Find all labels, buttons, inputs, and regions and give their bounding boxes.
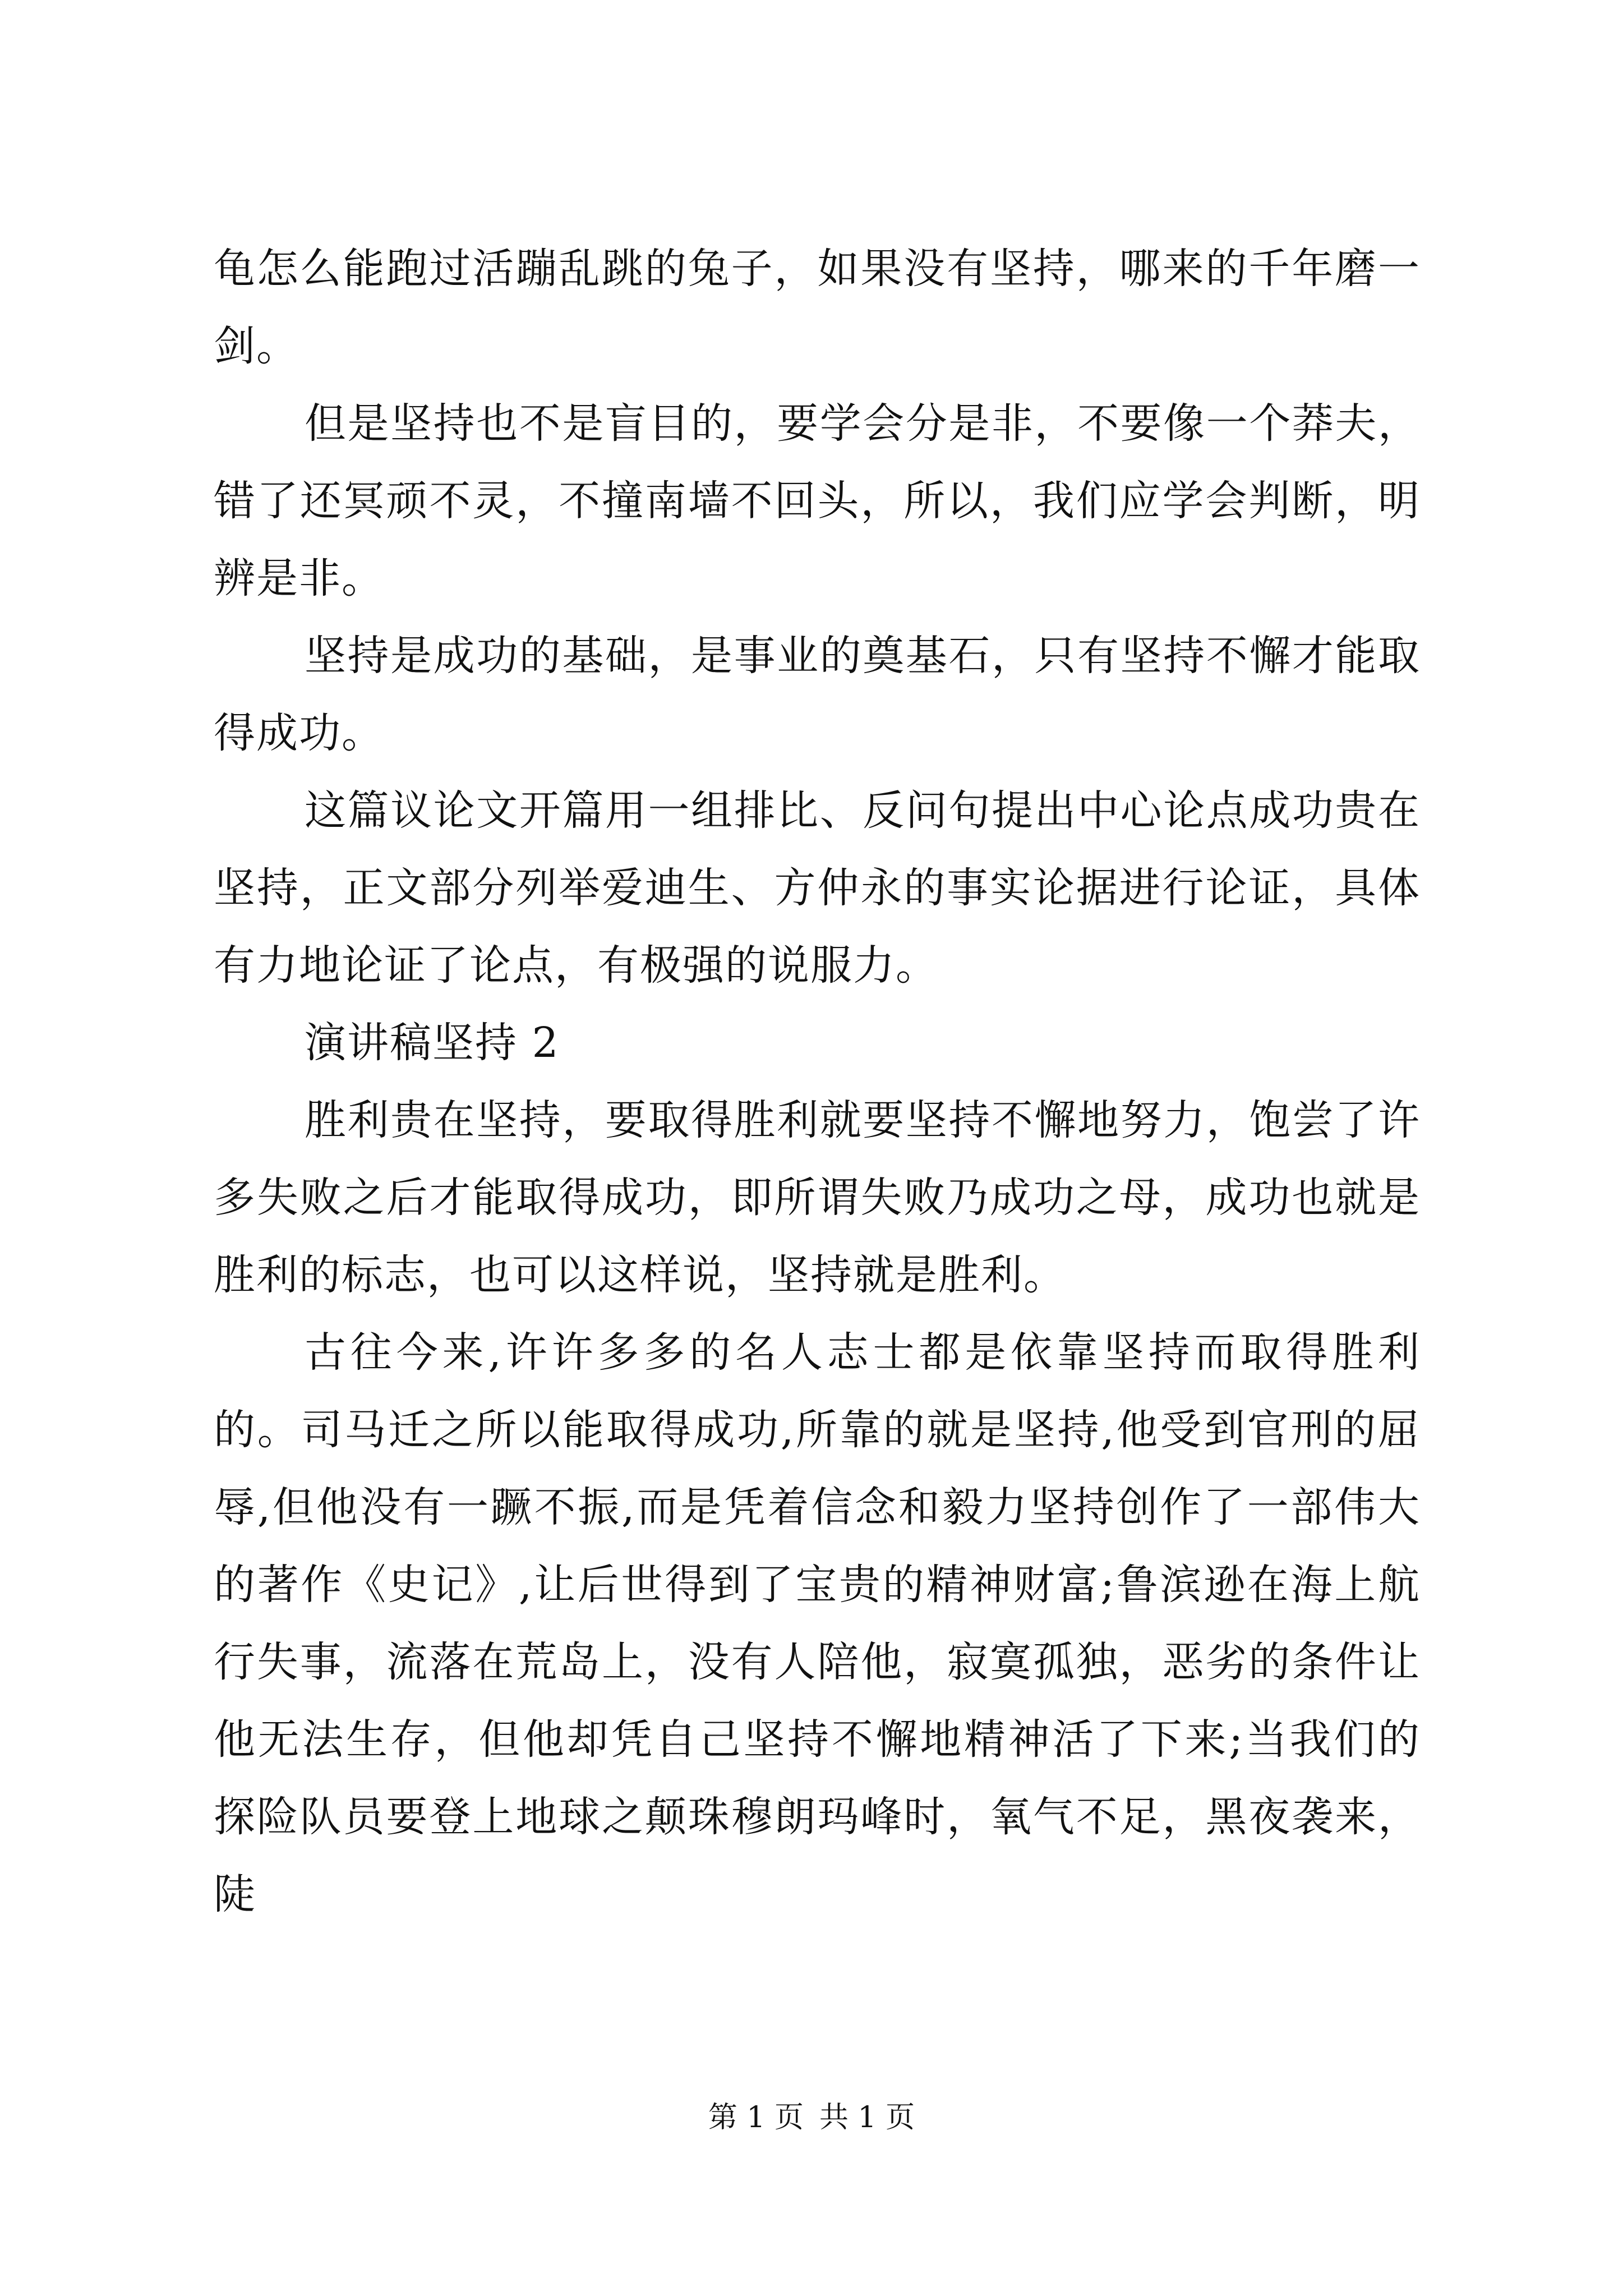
- paragraph-continuation: 龟怎么能跑过活蹦乱跳的兔子，如果没有坚持，哪来的千年磨一剑。: [214, 245, 1421, 370]
- paragraph: 这篇议论文开篇用一组排比、反问句提出中心论点成功贵在坚持，正文部分列举爱迪生、方仲永的事实论据进行论证，具体有力地论证了论点，有极强的说服力。: [214, 786, 1421, 990]
- paragraph: 坚持是成功的基础，是事业的奠基石，只有坚持不懈才能取得成功。: [214, 632, 1421, 757]
- page-footer: [0, 2098, 1623, 2137]
- document-body: [214, 230, 1421, 1933]
- paragraph: 古往今来,许许多多的名人志士都是依靠坚持而取得胜利的。司马迁之所以能取得成功,所靠的就是坚持,他受到官刑的屈辱,但他没有一蹶不振,而是凭着信念和毅力坚持创作了一部伟大的著作《史记》,让后世得到了宝贵的精神财富;鲁滨逊在海上航行失事，流落在荒岛上，没有人陪他，寂寞孤独，恶劣的条件让他无法生存，但他却凭自己坚持不懈地精神活了下来;当我们的探险队员要登上地球之颠珠穆朗玛峰时，氧气不足，黑夜袭来，陡: [214, 1328, 1421, 1918]
- paragraph: 胜利贵在坚持，要取得胜利就要坚持不懈地努力，饱尝了许多失败之后才能取得成功，即所谓失败乃成功之母，成功也就是胜利的标志，也可以这样说，坚持就是胜利。: [214, 1096, 1421, 1299]
- paragraph: 但是坚持也不是盲目的，要学会分是非，不要像一个莽夫，错了还冥顽不灵，不撞南墙不回头，所以，我们应学会判断，明辨是非。: [214, 399, 1421, 602]
- page-number-total: 共 1 页: [819, 2101, 915, 2134]
- page-number-current: 第 1 页: [708, 2101, 804, 2134]
- section-heading: 演讲稿坚持 2: [305, 1019, 560, 1067]
